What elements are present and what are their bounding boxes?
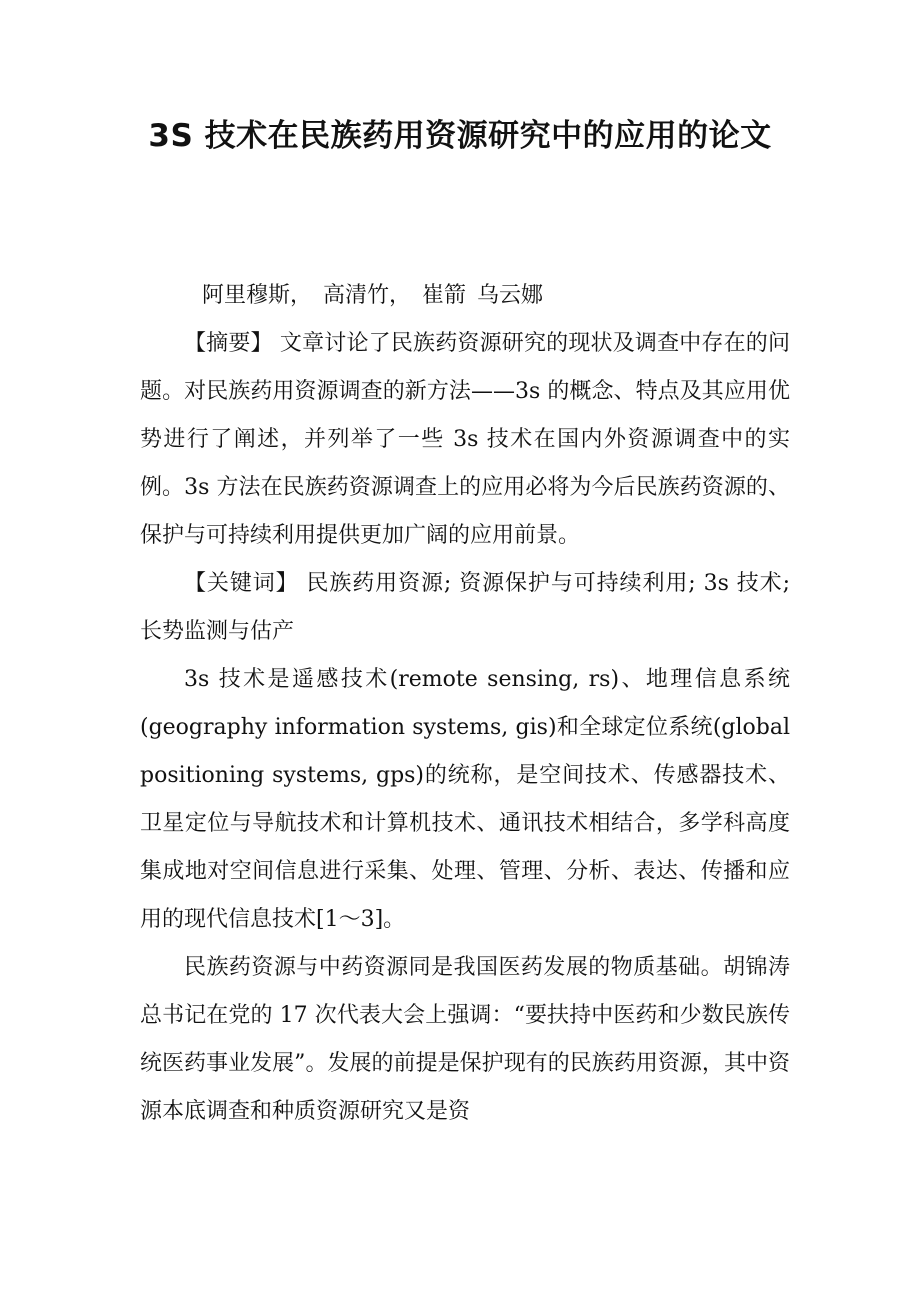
keywords-label: 【关键词】 — [184, 571, 299, 596]
keywords-text: 民族药用资源; 资源保护与可持续利用; 3s 技术; 长势监测与估产 — [140, 571, 790, 644]
document-title: 3S 技术在民族药用资源研究中的应用的论文 — [148, 118, 772, 154]
abstract-text: 文章讨论了民族药资源研究的现状及调查中存在的问题。对民族药用资源调查的新方法——3s 的概念、特点及其应用优势进行了阐述，并列举了一些 3s 技术在国内外资源调查中的实例。3s 方法在民族药资源调查上的应用必将为今后民族药资源的、保护与可持续利用提供更加广阔的应用前景。 — [140, 331, 790, 548]
body-paragraph-2: 民族药资源与中药资源同是我国医药发展的物质基础。胡锦涛总书记在党的 17 次代表大会上强调：“要扶持中医药和少数民族传统医药事业发展”。发展的前提是保护现有的民族药用资源，其中资源本底调查和种质资源研究又是资 — [140, 955, 790, 1124]
keywords-paragraph — [140, 560, 790, 656]
document-body — [140, 272, 790, 1136]
body-paragraph-1: 3s 技术是遥感技术(remote sensing, rs)、地理信息系统(geography information systems, gis)和全球定位系统(global positioning systems, gps)的统称，是空间技术、传感器技术、卫星定位与导航技术和计算机技术、通讯技术相结合，多学科高度集成地对空间信息进行采集、处理、管理、分析、表达、传播和应用的现代信息技术[1～3]。 — [140, 667, 790, 932]
abstract-label: 【摘要】 — [184, 331, 273, 356]
abstract-paragraph — [140, 320, 790, 560]
authors-line: 阿里穆斯， 高清竹， 崔箭 乌云娜 — [202, 283, 543, 308]
